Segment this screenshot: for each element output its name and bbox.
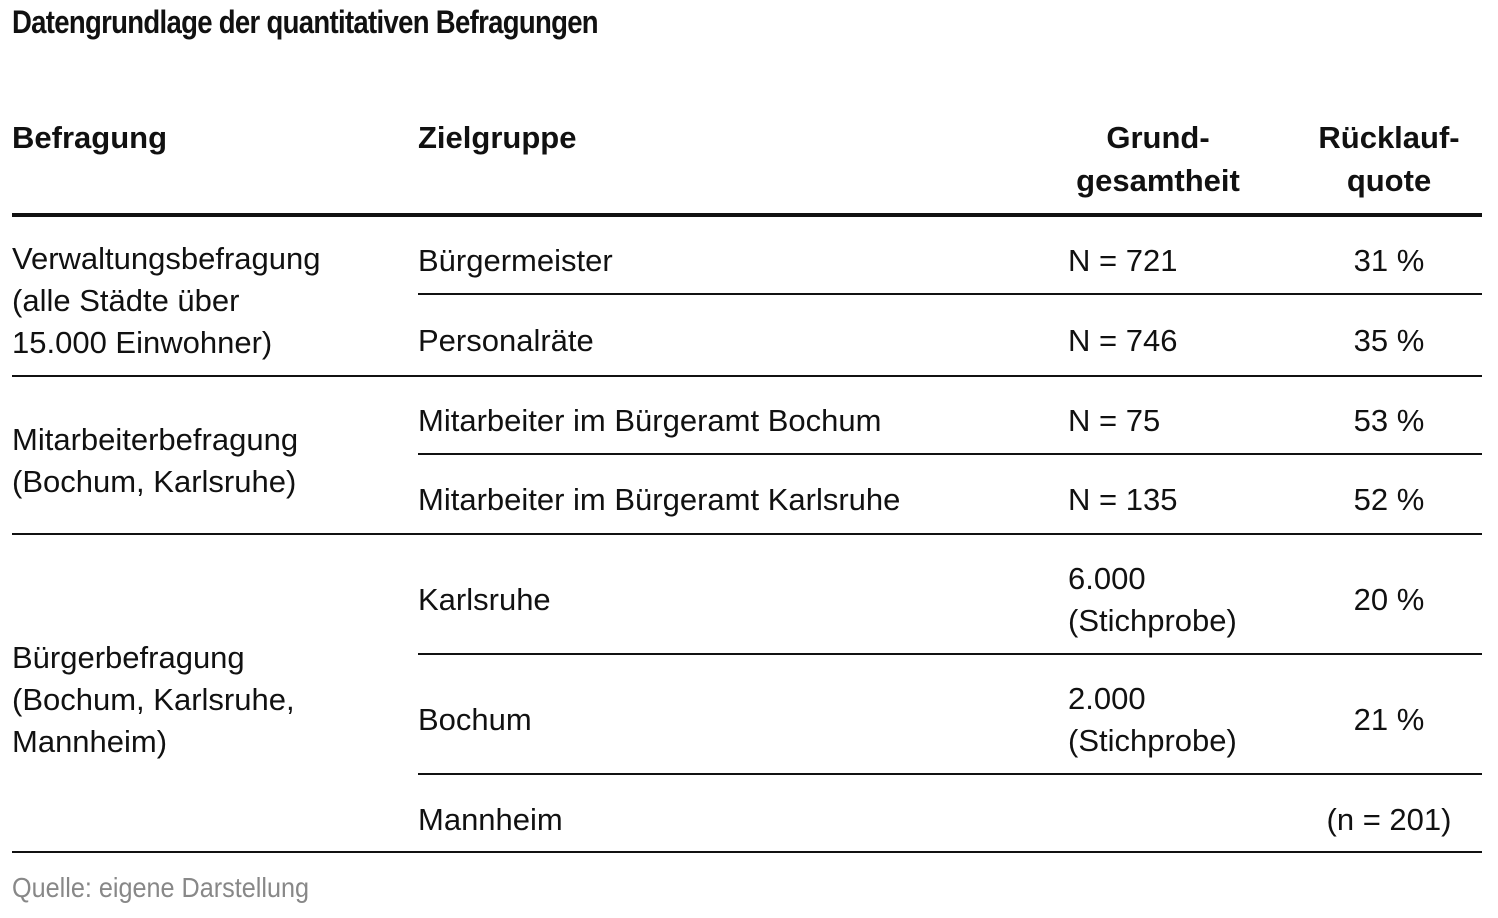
row-rule bbox=[418, 653, 1482, 655]
group-line: (alle Städte über bbox=[12, 283, 240, 318]
group-line: (Bochum, Karlsruhe, bbox=[12, 682, 295, 717]
group-line: 15.000 Einwohner) bbox=[12, 325, 273, 360]
cell-quote: 53 % bbox=[1353, 403, 1425, 438]
group-rule bbox=[12, 533, 1482, 535]
cell-quote: 35 % bbox=[1353, 323, 1425, 358]
grundgesamtheit-line: 2.000 bbox=[1068, 681, 1146, 716]
group-rule bbox=[12, 375, 1482, 377]
cell-quote: 52 % bbox=[1353, 482, 1425, 517]
header-grundgesamtheit-line2: gesamtheit bbox=[1076, 163, 1240, 198]
grundgesamtheit-line: (Stichprobe) bbox=[1068, 723, 1237, 758]
cell-grundgesamtheit: N = 721 bbox=[1068, 243, 1178, 278]
row-rule bbox=[418, 293, 1482, 295]
header-ruecklaufquote bbox=[1296, 116, 1482, 202]
header-grundgesamtheit-line1: Grund- bbox=[1106, 120, 1210, 155]
cell-grundgesamtheit: N = 75 bbox=[1068, 403, 1161, 438]
header-befragung: Befragung bbox=[12, 120, 167, 155]
cell-zielgruppe: Personalräte bbox=[418, 323, 594, 358]
row-rule bbox=[418, 773, 1482, 775]
header-ruecklauf-line1: Rücklauf- bbox=[1318, 120, 1460, 155]
header-grundgesamtheit bbox=[1040, 116, 1276, 202]
group-cell-buerger bbox=[12, 637, 295, 763]
header-zielgruppe: Zielgruppe bbox=[418, 120, 577, 155]
group-line: Bürgerbefragung bbox=[12, 640, 245, 675]
cell-zielgruppe: Bürgermeister bbox=[418, 243, 613, 278]
cell-grundgesamtheit: N = 135 bbox=[1068, 482, 1178, 517]
cell-grundgesamtheit bbox=[1068, 558, 1237, 642]
cell-quote: (n = 201) bbox=[1326, 802, 1452, 837]
cell-quote: 20 % bbox=[1353, 582, 1425, 617]
grundgesamtheit-line: (Stichprobe) bbox=[1068, 603, 1237, 638]
group-line: (Bochum, Karlsruhe) bbox=[12, 464, 297, 499]
source-note: Quelle: eigene Darstellung bbox=[12, 872, 309, 903]
table-bottom-rule bbox=[12, 851, 1482, 853]
table-title: Datengrundlage der quantitativen Befragungen bbox=[12, 4, 598, 40]
cell-zielgruppe: Bochum bbox=[418, 702, 532, 737]
group-line: Mannheim) bbox=[12, 724, 168, 759]
cell-grundgesamtheit bbox=[1068, 678, 1237, 762]
cell-grundgesamtheit: N = 746 bbox=[1068, 323, 1178, 358]
cell-zielgruppe: Mitarbeiter im Bürgeramt Bochum bbox=[418, 403, 882, 438]
row-rule bbox=[418, 453, 1482, 455]
cell-zielgruppe: Karlsruhe bbox=[418, 582, 551, 617]
group-cell-verwaltung bbox=[12, 238, 321, 364]
cell-zielgruppe: Mitarbeiter im Bürgeramt Karlsruhe bbox=[418, 482, 901, 517]
cell-quote: 31 % bbox=[1353, 243, 1425, 278]
cell-quote: 21 % bbox=[1353, 702, 1425, 737]
grundgesamtheit-line: 6.000 bbox=[1068, 561, 1146, 596]
cell-zielgruppe: Mannheim bbox=[418, 802, 563, 837]
group-line: Verwaltungsbefragung bbox=[12, 241, 321, 276]
header-ruecklauf-line2: quote bbox=[1346, 163, 1432, 198]
header-rule bbox=[12, 213, 1482, 217]
group-cell-mitarbeiter bbox=[12, 419, 298, 503]
group-line: Mitarbeiterbefragung bbox=[12, 422, 299, 457]
